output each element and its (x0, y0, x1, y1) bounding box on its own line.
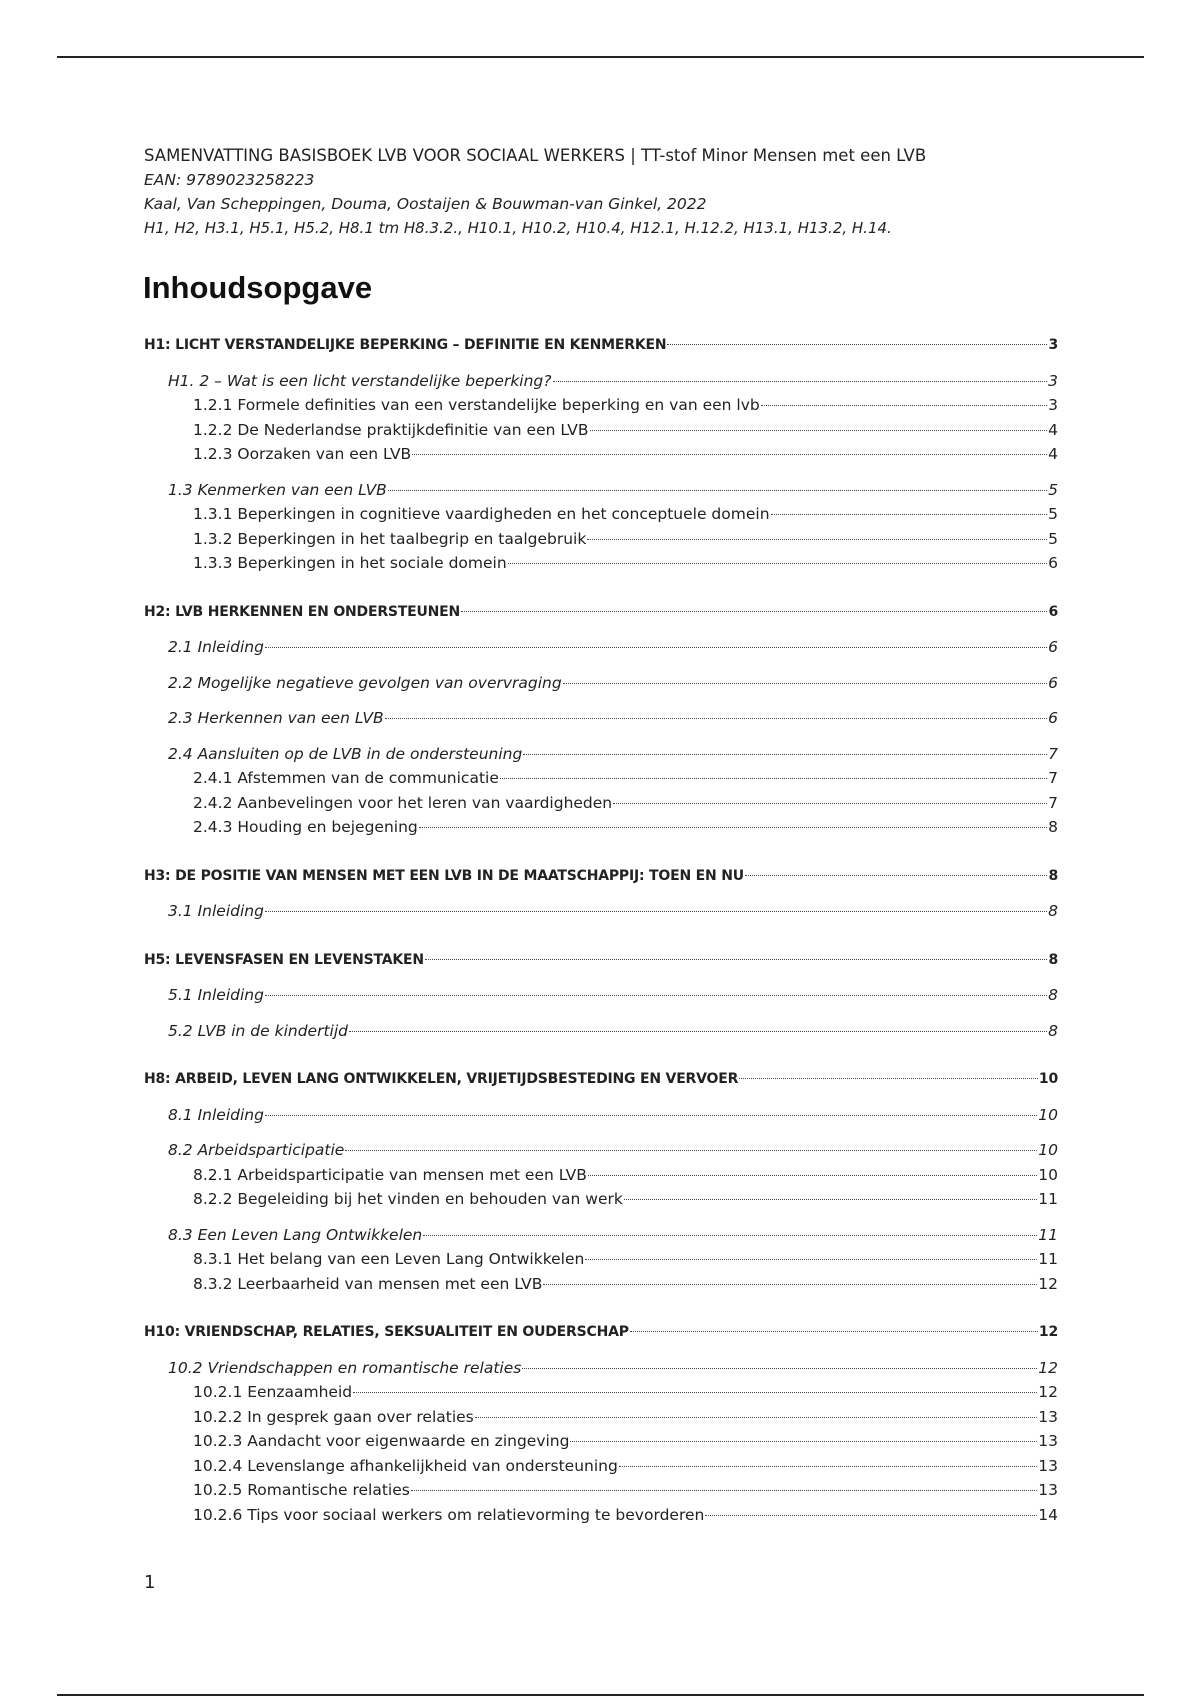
table-of-contents (144, 333, 1058, 1527)
toc-entry-2-4[interactable]: 2.4 Aansluiten op de LVB in de ondersteuning 7 (168, 744, 1058, 763)
toc-entry-2-1[interactable]: 2.1 Inleiding 6 (168, 638, 1058, 656)
toc-entry-1-3-3[interactable]: 1.3.3 Beperkingen in het sociale domein 6 (193, 554, 1058, 572)
toc-entry-h2[interactable]: H2: LVB HERKENNEN EN ONDERSTEUNEN 6 (144, 603, 1058, 620)
toc-entry-3-1[interactable]: 3.1 Inleiding 8 (168, 902, 1058, 920)
toc-entry-2-4-2[interactable]: 2.4.2 Aanbevelingen voor het leren van vaardigheden 7 (193, 793, 1058, 812)
toc-entry-1-2-1[interactable]: 1.2.1 Formele definities van een verstandelijke beperking en van een lvb 3 (193, 396, 1058, 414)
toc-entry-8-3-1[interactable]: 8.3.1 Het belang van een Leven Lang Ontwikkelen 11 (193, 1250, 1058, 1268)
toc-entry-8-2-1[interactable]: 8.2.1 Arbeidsparticipatie van mensen met een LVB 10 (193, 1165, 1058, 1184)
toc-entry-8-2[interactable]: 8.2 Arbeidsparticipatie 10 (168, 1141, 1058, 1159)
document-header (144, 144, 1064, 240)
toc-entry-5-1[interactable]: 5.1 Inleiding 8 (168, 986, 1058, 1004)
toc-entry-10-2[interactable]: 10.2 Vriendschappen en romantische relaties 12 (168, 1358, 1058, 1377)
toc-entry-h3[interactable]: H3: DE POSITIE VAN MENSEN MET EEN LVB IN DE MAATSCHAPPIJ: TOEN EN NU 8 (144, 867, 1058, 884)
toc-entry-8-2-2[interactable]: 8.2.2 Begeleiding bij het vinden en behouden van werk 11 (193, 1190, 1058, 1208)
toc-title: Inhoudsopgave (143, 270, 373, 305)
toc-entry-2-4-1[interactable]: 2.4.1 Afstemmen van de communicatie 7 (193, 769, 1058, 787)
toc-entry-8-3[interactable]: 8.3 Een Leven Lang Ontwikkelen 11 (168, 1225, 1058, 1244)
header-ean: EAN: 9789023258223 (144, 171, 315, 189)
toc-entry-2-2[interactable]: 2.2 Mogelijke negatieve gevolgen van overvraging 6 (168, 673, 1058, 692)
toc-entry-10-2-5[interactable]: 10.2.5 Romantische relaties 13 (193, 1481, 1058, 1499)
toc-entry-h10[interactable]: H10: VRIENDSCHAP, RELATIES, SEKSUALITEIT EN OUDERSCHAP 12 (144, 1324, 1058, 1340)
toc-entry-1-3[interactable]: 1.3 Kenmerken van een LVB 5 (168, 480, 1058, 499)
toc-entry-10-2-4[interactable]: 10.2.4 Levenslange afhankelijkheid van ondersteuning 13 (193, 1456, 1058, 1475)
toc-entry-h1-2[interactable]: H1. 2 – Wat is een licht verstandelijke beperking? 3 (168, 371, 1058, 390)
toc-entry-2-4-3[interactable]: 2.4.3 Houding en bejegening 8 (193, 818, 1058, 836)
toc-entry-h1[interactable]: H1: LICHT VERSTANDELIJKE BEPERKING – DEFINITIE EN KENMERKEN 3 (144, 337, 1058, 353)
toc-entry-h5[interactable]: H5: LEVENSFASEN EN LEVENSTAKEN 8 (144, 951, 1058, 968)
toc-entry-1-2-2[interactable]: 1.2.2 De Nederlandse praktijkdefinitie van een LVB 4 (193, 420, 1058, 439)
toc-entry-1-3-2[interactable]: 1.3.2 Beperkingen in het taalbegrip en taalgebruik 5 (193, 529, 1058, 548)
toc-entry-8-3-2[interactable]: 8.3.2 Leerbaarheid van mensen met een LVB 12 (193, 1274, 1058, 1293)
bottom-rule (57, 1694, 1144, 1696)
header-chapters: H1, H2, H3.1, H5.1, H5.2, H8.1 tm H8.3.2., H10.1, H10.2, H10.4, H12.1, H.12.2, H13.1, H13.2, H.14. (144, 219, 892, 237)
toc-entry-10-2-2[interactable]: 10.2.2 In gesprek gaan over relaties 13 (193, 1407, 1058, 1426)
toc-entry-h8[interactable]: H8: ARBEID, LEVEN LANG ONTWIKKELEN, VRIJETIJDSBESTEDING EN VERVOER 10 (144, 1071, 1058, 1087)
toc-entry-1-3-1[interactable]: 1.3.1 Beperkingen in cognitieve vaardigheden en het conceptuele domein 5 (193, 505, 1058, 523)
toc-entry-10-2-3[interactable]: 10.2.3 Aandacht voor eigenwaarde en zingeving 13 (193, 1432, 1058, 1450)
toc-entry-8-1[interactable]: 8.1 Inleiding 10 (168, 1105, 1058, 1124)
page-number: 1 (144, 1572, 156, 1593)
header-authors: Kaal, Van Scheppingen, Douma, Oostaijen & Bouwman-van Ginkel, 2022 (144, 195, 707, 213)
toc-entry-1-2-3[interactable]: 1.2.3 Oorzaken van een LVB 4 (193, 445, 1058, 463)
header-title: SAMENVATTING BASISBOEK LVB VOOR SOCIAAL WERKERS | TT-stof Minor Mensen met een LVB (144, 146, 927, 165)
toc-entry-5-2[interactable]: 5.2 LVB in de kindertijd 8 (168, 1021, 1058, 1040)
toc-entry-2-3[interactable]: 2.3 Herkennen van een LVB 6 (168, 709, 1058, 727)
toc-entry-10-2-1[interactable]: 10.2.1 Eenzaamheid 12 (193, 1383, 1058, 1401)
toc-entry-10-2-6[interactable]: 10.2.6 Tips voor sociaal werkers om relatievorming te bevorderen 14 (193, 1505, 1058, 1524)
top-rule (57, 56, 1144, 58)
